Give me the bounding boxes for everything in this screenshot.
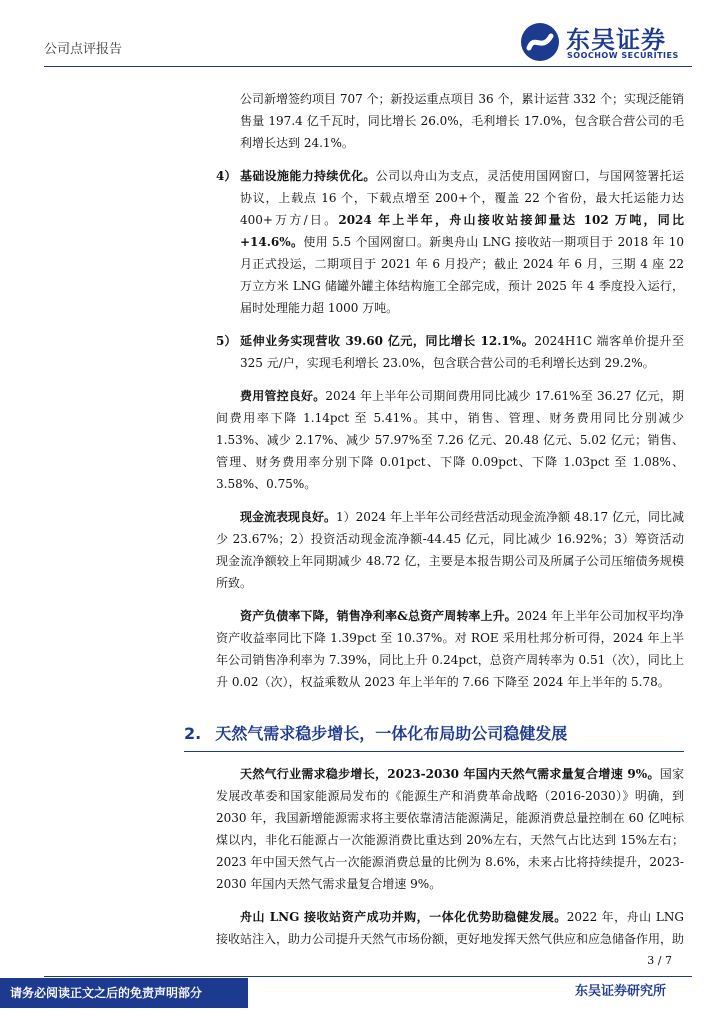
- disclaimer-banner: 请务必阅读正文之后的免责声明部分: [0, 978, 248, 1008]
- report-type-label: 公司点评报告: [44, 42, 123, 57]
- cashflow-paragraph: 现金流表现良好。1）2024 年上半年公司经营活动现金流净额 48.17 亿元，同比减少 23.67%；2）投资活动现金流净额-44.45 亿元，同比减少 16.92%；3）筹资活动现金流净额较上年同期减少 48.72 亿，主要是本报告期公司及所属子公司压缩债务规模所致。: [216, 510, 684, 590]
- debt-ratio-paragraph: 资产负债率下降，销售净利率&总资产周转率上升。2024 年上半年公司加权平均净资产收益率同比下降 1.39pct 至 10.37%。对 ROE 采用杜邦分析可得，2024 年上半年公司销售净利率为 7.39%，同比上升 0.24pct，总资产周转率为 0.51（次），同比上升 0.02（次），权益乘数从 2023 年上半年的 7.66 下降至 2024 年上半年的 5.78。: [216, 609, 684, 689]
- list-highlight: 2024 年上半年，舟山接收站接卸量达 102 万吨，同比+14.6%。: [240, 213, 684, 249]
- section-number: 2.: [184, 724, 202, 743]
- list-item-text: 延伸业务实现营收 39.60 亿元，同比增长 12.1%。2024H1C 端客单价提升至 325 元/户，实现毛利增长 23.0%，包含联合营公司的毛利增长达到 29.2%。: [240, 334, 684, 370]
- section-heading: [184, 721, 684, 747]
- header-divider: [44, 66, 692, 67]
- list-item-4: [216, 165, 684, 319]
- gas-demand-paragraph: 天然气行业需求稳步增长，2023-2030 年国内天然气需求量复合增速 9%。国家发展改革委和国家能源局发布的《能源生产和消费革命战略（2016-2030）》明确，到 2030 年，我国新增能源需求将主要依靠清洁能源满足，能源消费总量控制在 60 亿吨标煤以内，非化石能源占一次能源消费比重达到 20%左右，天然气占比达到 15%左右；2023 年中国天然气占一次能源消费总量的比例为 8.6%，未来占比将持续提升，2023-2030 年国内天然气需求量复合增速 9%。: [216, 767, 684, 891]
- list-item-5: [216, 330, 684, 374]
- logo-chinese-name: 东吴证券: [566, 26, 666, 54]
- institute-name: 东吴证券研究所: [574, 984, 666, 999]
- page-number: 3 / 7: [647, 954, 672, 967]
- list-lead: 延伸业务实现营收 39.60 亿元，同比增长 12.1%。: [240, 334, 535, 348]
- footer-divider: [44, 976, 692, 977]
- logo-english-name: SOOCHOW SECURITIES: [567, 51, 679, 60]
- company-logo: [520, 20, 690, 66]
- list-lead: 基础设施能力持续优化。: [240, 169, 376, 183]
- expense-paragraph: 费用管控良好。2024 年上半年公司期间费用同比减少 17.61%至 36.27 亿元，期间费用率下降 1.14pct 至 5.41%。其中，销售、管理、财务费用同比分别减少 1.53%、减少 2.17%、减少 57.97%至 7.26 亿元、20.48 亿元、5.02 亿元；销售、管理、财务费用率分别下降 0.01pct、下降 0.09pct、下降 1.03pct 至 1.08%、3.58%、0.75%。: [216, 389, 684, 491]
- list-item-text: 基础设施能力持续优化。公司以舟山为支点，灵活使用国网窗口，与国网签署托运协议，上载点 16 个，下载点增至 200+个，覆盖 22 个省份，最大托运能力达 400+万方/日。2024 年上半年，舟山接收站接卸量达 102 万吨，同比+14.6%。使用 5.5 个国网窗口。新奥舟山 LNG 接收站一期项目于 2018 年 10 月正式投运，二期项目于 2021 年 6 月投产；截止 2024 年 6 月，三期 4 座 22 万立方米 LNG 储罐外罐主体结构施工全部完成，预计 2025 年 4 季度投入运行，届时处理能力超 1000 万吨。: [240, 169, 684, 315]
- section-title-text: 天然气需求稳步增长，一体化布局助公司稳健发展: [215, 724, 568, 743]
- soochow-logo-icon: [520, 22, 560, 62]
- intro-paragraph: 公司新增签约项目 707 个；新投运重点项目 36 个，累计运营 332 个；实现泛能销售量 197.4 亿千瓦时，同比增长 26.0%，毛利增长 17.0%，包含联合营公司的毛利增长达到 24.1%。: [240, 92, 684, 150]
- main-content: [44, 88, 684, 950]
- zhoushan-paragraph: 舟山 LNG 接收站资产成功并购，一体化优势助稳健发展。2022 年，舟山 LNG 接收站注入，助力公司提升天然气市场份额，更好地发挥天然气供应和应急储备作用，助: [216, 910, 685, 946]
- list-number: 5）: [216, 334, 237, 348]
- list-number: 4）: [216, 169, 237, 183]
